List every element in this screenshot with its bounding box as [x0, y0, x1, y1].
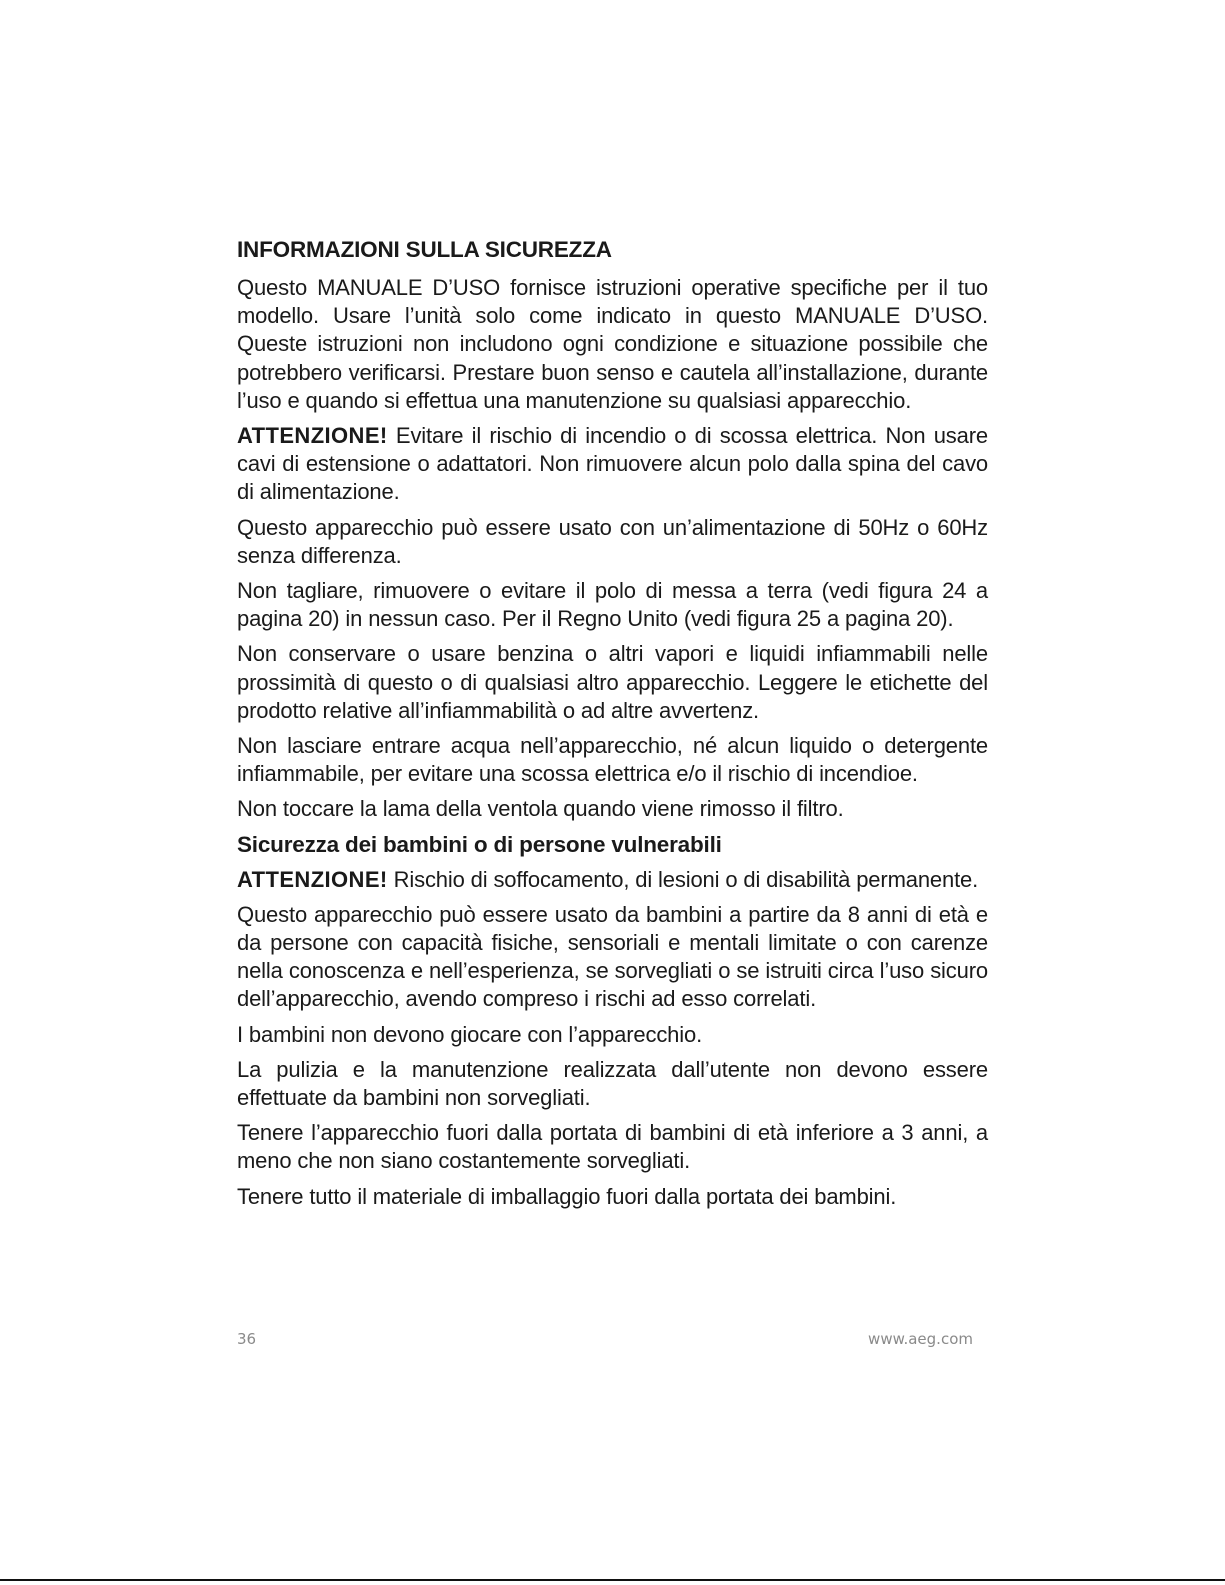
bottom-divider [0, 1579, 1225, 1581]
paragraph-under-three: Tenere l’apparecchio fuori dalla portata di bambini di età inferiore a 3 anni, a meno che non siano costantemente sorvegliati. [237, 1120, 988, 1174]
paragraph-frequency: Questo apparecchio può essere usato con un’alimentazione di 50Hz o 60Hz senza differenza. [237, 514, 988, 568]
paragraph-fan-blade: Non toccare la lama della ventola quando viene rimosso il filtro. [237, 796, 844, 822]
paragraph-manual-intro: Questo MANUALE D’USO fornisce istruzioni operative specifiche per il tuo modello. Usare l’unità solo come indicato in questo MANUALE D’USO. Queste istruzioni non includono ogni condizione e situazione possibile che potrebbero verificarsi. Prestare buon senso e cautela all’installazione, durante l’uso e quando si effettua una manutenzione su qualsiasi apparecchio. [237, 275, 988, 413]
paragraph-suffocation-warning [237, 866, 988, 894]
warning-text: Evitare il rischio di incendio o di scossa elettrica. Non usare cavi di estensione o adattatori. Non rimuovere alcun polo dalla spina del cavo di alimentazione. [237, 423, 988, 505]
paragraph-water: Non lasciare entrare acqua nell’apparecchio, né alcun liquido o detergente infiammabile, per evitare una scossa elettrica e/o il rischio di incendioe. [237, 733, 988, 787]
paragraph-grounding: Non tagliare, rimuovere o evitare il polo di messa a terra (vedi figura 24 a pagina 20) in nessun caso. Per il Regno Unito (vedi figura 25 a pagina 20). [237, 578, 988, 632]
paragraph-packaging: Tenere tutto il materiale di imballaggio fuori dalla portata dei bambini. [237, 1183, 897, 1209]
section-heading: INFORMAZIONI SULLA SICUREZZA [237, 237, 612, 262]
paragraph-fire-warning [237, 422, 988, 507]
warning-label: ATTENZIONE! [237, 423, 388, 449]
child-safety-heading: Sicurezza dei bambini o di persone vulnerabili [237, 831, 722, 857]
paragraph-cleaning: La pulizia e la manutenzione realizzata dall’utente non devono essere effettuate da bambini non sorvegliati. [237, 1056, 988, 1111]
warning-label: ATTENZIONE! [237, 866, 388, 892]
page-number: 36 [237, 1330, 257, 1348]
paragraph-children-usage: Questo apparecchio può essere usato da bambini a partire da 8 anni di età e da persone con capacità fisiche, sensoriali e mentali limitate o con carenze nella conoscenza e nell’esperienza, se sorvegliati o se istruiti circa l’uso sicuro dell’apparecchio, avendo compreso i rischi ad esso correlati. [237, 901, 988, 1012]
paragraph-flammables: Non conservare o usare benzina o altri vapori e liquidi infiammabili nelle prossimità di questo o di qualsiasi altro apparecchio. Leggere le etichette del prodotto relative all’infiammabilità o ad altre avvertenz. [237, 641, 988, 723]
paragraph-no-play: I bambini non devono giocare con l’apparecchio. [237, 1021, 703, 1047]
website-link: www.aeg.com [868, 1330, 973, 1348]
warning-text: Rischio di soffocamento, di lesioni o di disabilità permanente. [387, 866, 979, 892]
page-content [237, 236, 988, 1218]
